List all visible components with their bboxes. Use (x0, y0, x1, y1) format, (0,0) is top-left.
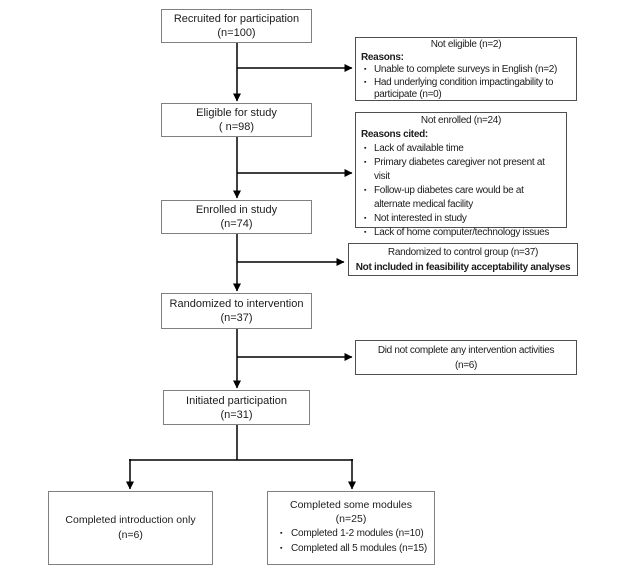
list-item: ▪ Unable to complete surveys in English (n=2) (361, 64, 571, 77)
flow-box-randomized-label: Randomized to intervention (169, 298, 304, 310)
no-activities-label: Did not complete any intervention activities (377, 344, 555, 356)
some-modules-list (268, 527, 434, 556)
not-enrolled-title: Not enrolled (n=24) (420, 115, 502, 126)
bottom-box-some-modules (267, 491, 435, 565)
list-item: ▪ Completed 1-2 modules (n=10) (268, 527, 434, 542)
not-eligible-title: Not eligible (n=2) (430, 39, 502, 50)
list-item: ▪ Completed all 5 modules (n=15) (268, 542, 434, 557)
side-box-not-enrolled (355, 112, 567, 238)
flow-box-randomized-count: (n=37) (220, 312, 253, 324)
flow-box-enrolled-count: (n=74) (220, 218, 253, 230)
flow-box-initiated (163, 390, 310, 425)
control-group-note: Not included in feasibility acceptability analyses (355, 262, 571, 273)
list-item: ▪ Follow-up diabetes care would be at alternate medical facility (361, 184, 561, 212)
list-item: ▪ Primary diabetes caregiver not present at visit (361, 156, 561, 184)
flow-box-eligible-count: ( n=98) (218, 121, 255, 133)
no-activities-count: (n=6) (454, 359, 478, 371)
some-modules-count: (n=25) (335, 513, 367, 525)
flow-box-initiated-count: (n=31) (220, 408, 253, 421)
side-box-not-eligible (355, 37, 577, 101)
flow-box-eligible-label: Eligible for study (196, 107, 277, 119)
flow-box-recruited (161, 9, 312, 43)
not-enrolled-reason-list (361, 142, 561, 240)
not-enrolled-reasons-label: Reasons cited: (361, 129, 428, 140)
flow-box-recruited-label: Recruited for participation (173, 13, 300, 25)
flow-box-eligible (161, 103, 312, 137)
list-item: ▪ Lack of available time (361, 142, 561, 156)
intro-only-label: Completed introduction only (65, 514, 196, 526)
control-group-line: Randomized to control group (n=37) (387, 247, 539, 258)
not-eligible-reasons-label: Reasons: (361, 51, 404, 63)
list-item: ▪ Had underlying condition impactingability to participate (n=0) (361, 77, 571, 102)
bottom-box-intro-only (48, 491, 213, 565)
flow-box-initiated-label: Initiated participation (186, 394, 287, 407)
side-box-no-activities (355, 340, 577, 375)
flow-box-enrolled (161, 200, 312, 234)
list-item: ▪ Not interested in study (361, 212, 561, 226)
flow-box-randomized-intervention (161, 293, 312, 329)
list-item: ▪ Lack of home computer/technology issues (361, 226, 561, 240)
side-box-control-group (348, 243, 578, 276)
some-modules-title: Completed some modules (290, 499, 412, 511)
not-eligible-reason-list (361, 64, 571, 102)
flow-box-recruited-count: (n=100) (217, 27, 256, 39)
flow-box-enrolled-label: Enrolled in study (195, 204, 278, 216)
intro-only-count: (n=6) (118, 529, 143, 541)
